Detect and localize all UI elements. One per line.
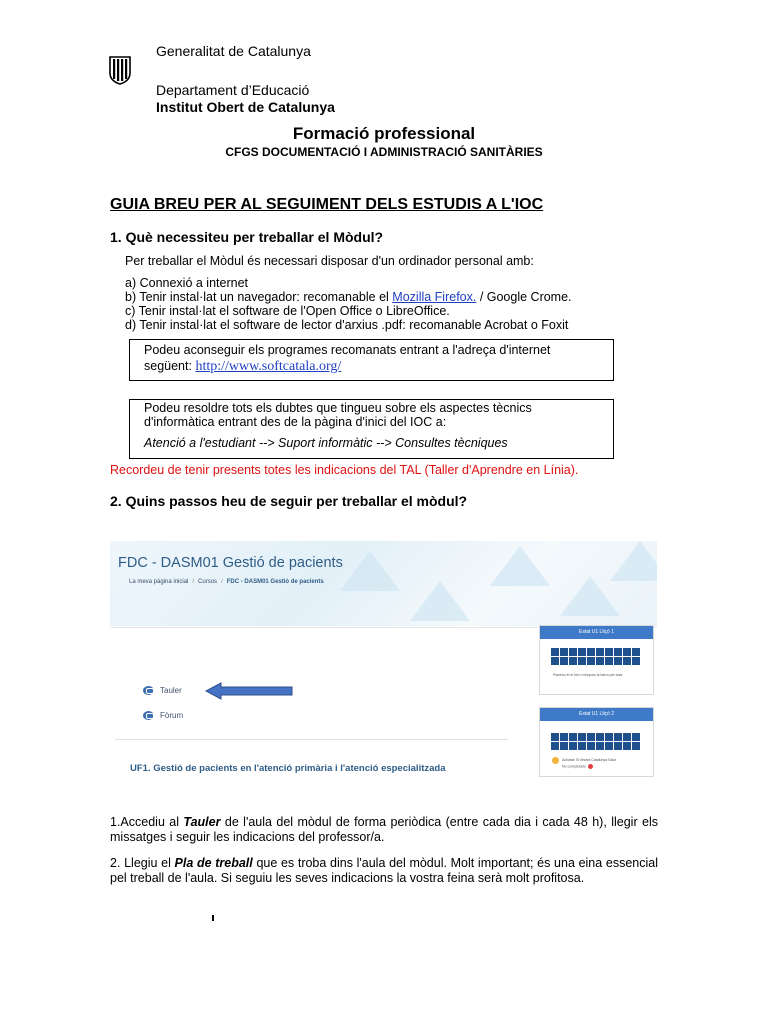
forum-link[interactable]: Fòrum xyxy=(143,711,183,720)
progress-blocks xyxy=(551,733,643,751)
section2-heading: 2. Quins passos heu de seguir per treballar el mòdul? xyxy=(110,493,468,509)
tauler-link[interactable]: Tauler xyxy=(143,686,182,695)
divider xyxy=(115,739,508,740)
text-cursor-mark xyxy=(212,915,214,921)
status-card-2 xyxy=(539,707,654,777)
requirements-list xyxy=(125,276,572,332)
card-title: Estat U1 Lliçó 2 xyxy=(540,708,653,721)
breadcrumb-courses[interactable]: Cursos xyxy=(198,579,218,585)
document-subtitle: CFGS DOCUMENTACIÓ I ADMINISTRACIÓ SANITÀRIES xyxy=(225,145,543,159)
tech-support-box: Podeu resoldre tots els dubtes que tingueu sobre els aspectes tècnics d'informàtica entrant des de la pàgina d'inici del IOC a: Atenció a l'estudiant --> Suport informàtic --> Consultes tècniques xyxy=(129,399,614,459)
forum-icon xyxy=(143,711,154,720)
step-2-paragraph: 2. Llegiu el Pla de treball que es troba dins l'aula del mòdul. Molt important; és una eina essencial pel treball de l'aula. Si seguiu les seves indicacions la vostra feina serà molt profitosa. xyxy=(110,856,659,885)
document-title: Formació professional xyxy=(292,124,476,143)
section1-intro: Per treballar el Mòdul és necessari disposar d'un ordinador personal amb: xyxy=(125,254,534,268)
course-title: FDC - DASM01 Gestió de pacients xyxy=(118,555,343,571)
course-screenshot xyxy=(110,541,657,781)
card-status: No completada xyxy=(562,764,593,769)
breadcrumb: La meva pàgina inicial / Cursos / FDC - DASM01 Gestió de pacients xyxy=(129,579,324,585)
list-item-c: c) Tenir instal·lat el software de l'Open Office o LibreOffice. xyxy=(125,304,450,318)
forum-icon xyxy=(143,686,154,695)
software-info-box: Podeu aconseguir els programes recomanats entrant a l'adreça d'internet següent: http://www.softcatala.org/ xyxy=(129,339,614,381)
status-card-1 xyxy=(539,625,654,695)
header-institute: Institut Obert de Catalunya xyxy=(156,99,335,115)
close-icon xyxy=(588,764,593,769)
header-generalitat: Generalitat de Catalunya xyxy=(156,43,311,59)
list-item-a: a) Connexió a internet xyxy=(125,276,248,290)
card-note: Planeso él el títol o bloques la barra per anar xyxy=(553,673,623,677)
unit-title[interactable]: UF1. Gestió de pacients en l'atenció primària i l'atenció especialitzada xyxy=(130,763,446,774)
step-1-paragraph: 1.Accediu al Tauler de l'aula del mòdul de forma periòdica (entre cada dia i cada 48 h), llegir els missatges i seguir les indicacions del professor/a. xyxy=(110,815,658,844)
support-path: Atenció a l'estudiant --> Suport informàtic --> Consultes tècniques xyxy=(144,436,508,450)
header-department: Departament d’Educació xyxy=(156,82,310,98)
guide-title: GUIA BREU PER AL SEGUIMENT DELS ESTUDIS A L'IOC xyxy=(110,196,544,213)
arrow-left-icon xyxy=(205,682,293,700)
card-note: Activitat: El llevant Catalunya Salut xyxy=(562,758,617,762)
list-item-b: b) Tenir instal·lat un navegador: recomanable el Mozilla Firefox. / Google Crome. xyxy=(125,290,572,304)
list-item-d: d) Tenir instal·lat el software de lector d'arxius .pdf: recomanable Acrobat o Foxit xyxy=(125,318,569,332)
course-banner xyxy=(110,541,657,626)
breadcrumb-home[interactable]: La meva pàgina inicial xyxy=(129,579,189,585)
activity-badge-icon xyxy=(552,757,559,764)
progress-blocks xyxy=(551,648,643,666)
softcatala-link[interactable]: http://www.softcatala.org/ xyxy=(195,359,342,374)
tal-reminder: Recordeu de tenir presents totes les indicacions del TAL (Taller d'Aprendre en Línia). xyxy=(110,463,579,477)
section1-heading: 1. Què necessiteu per treballar el Mòdul? xyxy=(110,229,384,245)
breadcrumb-current[interactable]: FDC - DASM01 Gestió de pacients xyxy=(226,579,324,585)
firefox-link[interactable]: Mozilla Firefox. xyxy=(392,290,477,304)
generalitat-logo-icon xyxy=(108,55,132,85)
card-title: Estat U1 Lliçó 1 xyxy=(540,626,653,639)
